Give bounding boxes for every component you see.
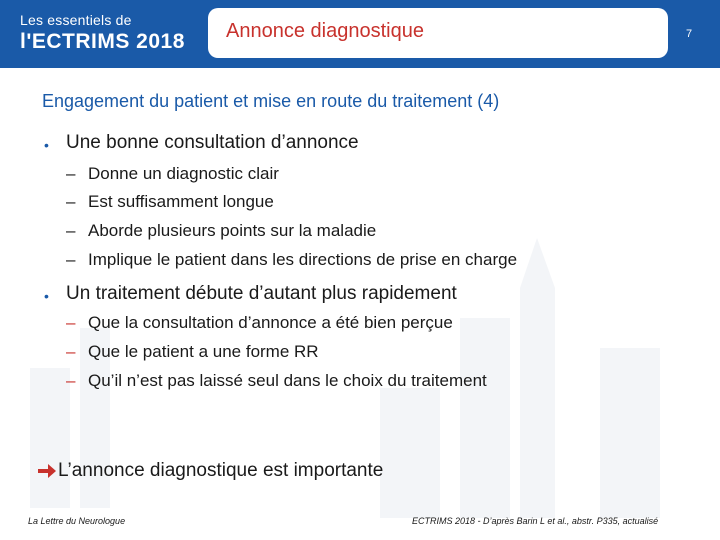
page-number: 7 [686, 28, 693, 40]
slide-title: Annonce diagnostique [226, 20, 424, 42]
sub-bullet-text: Implique le patient dans les directions de prise en charge [88, 250, 518, 269]
sub-bullet-text: Qu’il n’est pas laissé seul dans le choix du traitement [88, 371, 487, 390]
sub-bullet-text: Que le patient a une forme RR [88, 342, 319, 361]
footer-source-right: ECTRIMS 2018 - D’après Barin L et al., abstr. P335, actualisé [412, 516, 659, 526]
bullet-dot: • [44, 288, 49, 304]
footer-source-left: La Lettre du Neurologue [28, 516, 126, 526]
logo-line2: l'ECTRIMS 2018 [20, 30, 185, 53]
dash-marker: – [66, 164, 76, 183]
arrow-right-icon [36, 460, 58, 482]
sub-bullet-text: Que la consultation d’annonce a été bien perçue [88, 313, 453, 332]
dash-marker: – [66, 371, 76, 390]
sub-bullet-text: Aborde plusieurs points sur la maladie [88, 221, 377, 240]
sub-bullet-text: Est suffisamment longue [88, 192, 274, 211]
dash-marker: – [66, 250, 76, 269]
logo-line1: Les essentiels de [20, 12, 132, 28]
slide-subtitle: Engagement du patient et mise en route du traitement (4) [42, 91, 500, 111]
conclusion-text: L’annonce diagnostique est importante [58, 460, 384, 481]
bullet-text: Un traitement débute d’autant plus rapidement [66, 283, 457, 304]
dash-marker: – [66, 221, 76, 240]
bullet-text: Une bonne consultation d’annonce [66, 132, 359, 153]
bullet-dot: • [44, 137, 49, 153]
dash-marker: – [66, 342, 76, 361]
dash-marker: – [66, 313, 76, 332]
sub-bullet-text: Donne un diagnostic clair [88, 164, 279, 183]
dash-marker: – [66, 192, 76, 211]
header-bar [0, 0, 720, 68]
